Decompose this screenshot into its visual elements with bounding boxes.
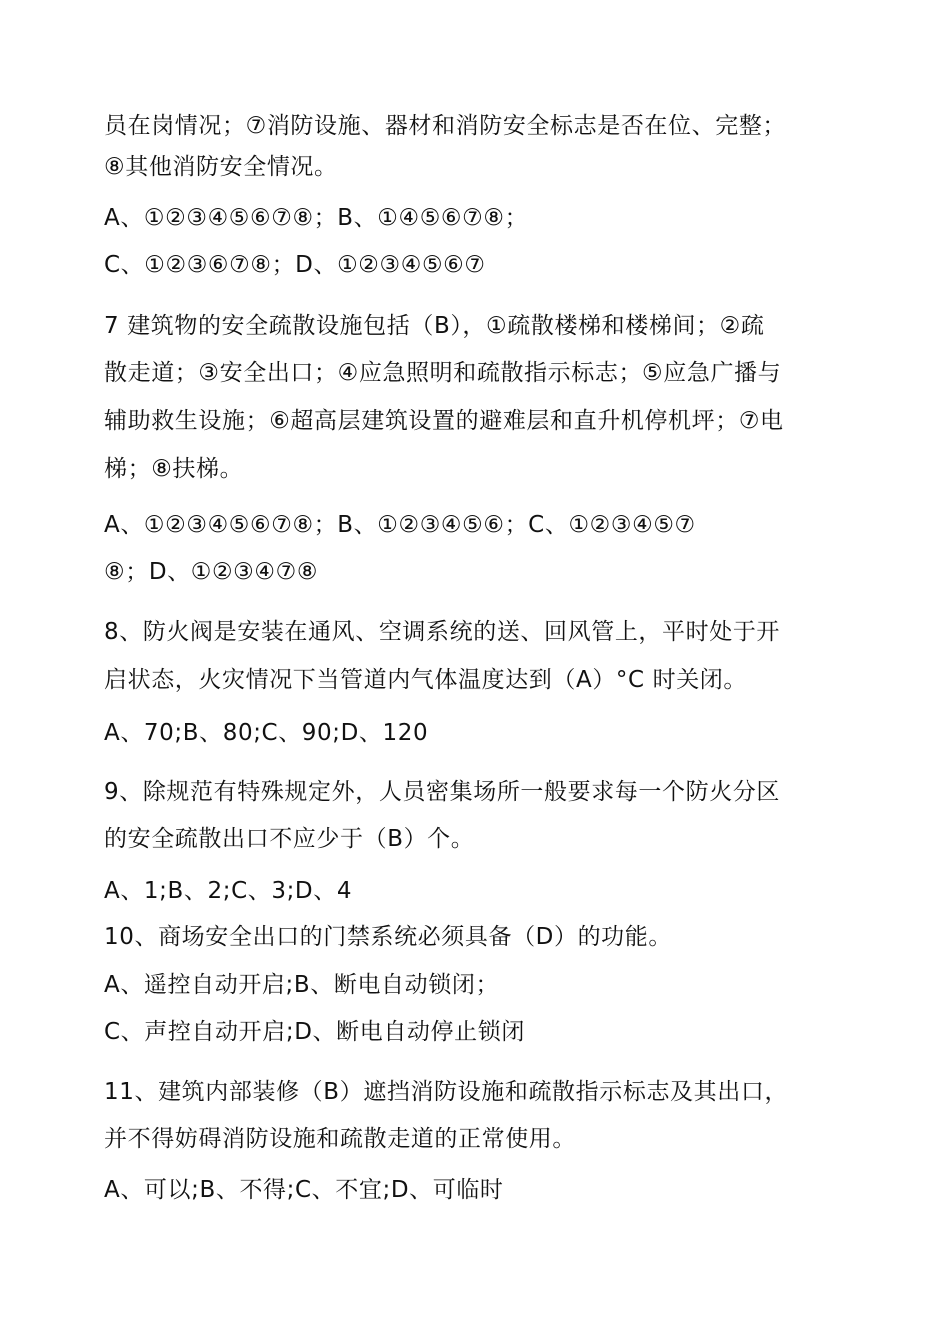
text-line: 10、商场安全出口的门禁系统必须具备（D）的功能。 — [104, 924, 672, 950]
text-line: A、遥控自动开启;B、断电自动锁闭； — [104, 972, 500, 998]
text-line: 梯；⑧扶梯。 — [104, 456, 244, 482]
text-line: C、①②③⑥⑦⑧；D、①②③④⑤⑥⑦ — [104, 252, 486, 278]
text-line: C、声控自动开启;D、断电自动停止锁闭 — [104, 1019, 525, 1045]
text-line: A、可以;B、不得;C、不宜;D、可临时 — [104, 1177, 504, 1203]
text-line: 员在岗情况；⑦消防设施、器材和消防安全标志是否在位、完整； — [104, 113, 787, 139]
text-line: 8、防火阀是安装在通风、空调系统的送、回风管上，平时处于开 — [104, 619, 781, 645]
text-line: 9、除规范有特殊规定外，人员密集场所一般要求每一个防火分区 — [104, 779, 781, 805]
text-line: ⑧其他消防安全情况。 — [104, 154, 338, 180]
text-line: A、①②③④⑤⑥⑦⑧；B、①②③④⑤⑥；C、①②③④⑤⑦ — [104, 512, 696, 538]
text-line: A、1;B、2;C、3;D、4 — [104, 878, 353, 904]
text-line: 的安全疏散出口不应少于（B）个。 — [104, 826, 475, 852]
text-line: 辅助救生设施；⑥超高层建筑设置的避难层和直升机停机坪；⑦电 — [104, 408, 784, 434]
text-line: 7 建筑物的安全疏散设施包括（B），①疏散楼梯和楼梯间；②疏 — [104, 313, 765, 339]
text-line: ⑧；D、①②③④⑦⑧ — [104, 559, 319, 585]
text-line: A、①②③④⑤⑥⑦⑧；B、①④⑤⑥⑦⑧； — [104, 205, 529, 231]
text-line: 启状态，火灾情况下当管道内气体温度达到（A）°C 时关闭。 — [104, 667, 748, 693]
text-line: 散走道；③安全出口；④应急照明和疏散指示标志；⑤应急广播与 — [104, 360, 782, 386]
text-line: 11、建筑内部装修（B）遮挡消防设施和疏散指示标志及其出口， — [104, 1079, 789, 1105]
text-line: 并不得妨碍消防设施和疏散走道的正常使用。 — [104, 1126, 576, 1152]
text-line: A、70;B、80;C、90;D、120 — [104, 720, 429, 746]
